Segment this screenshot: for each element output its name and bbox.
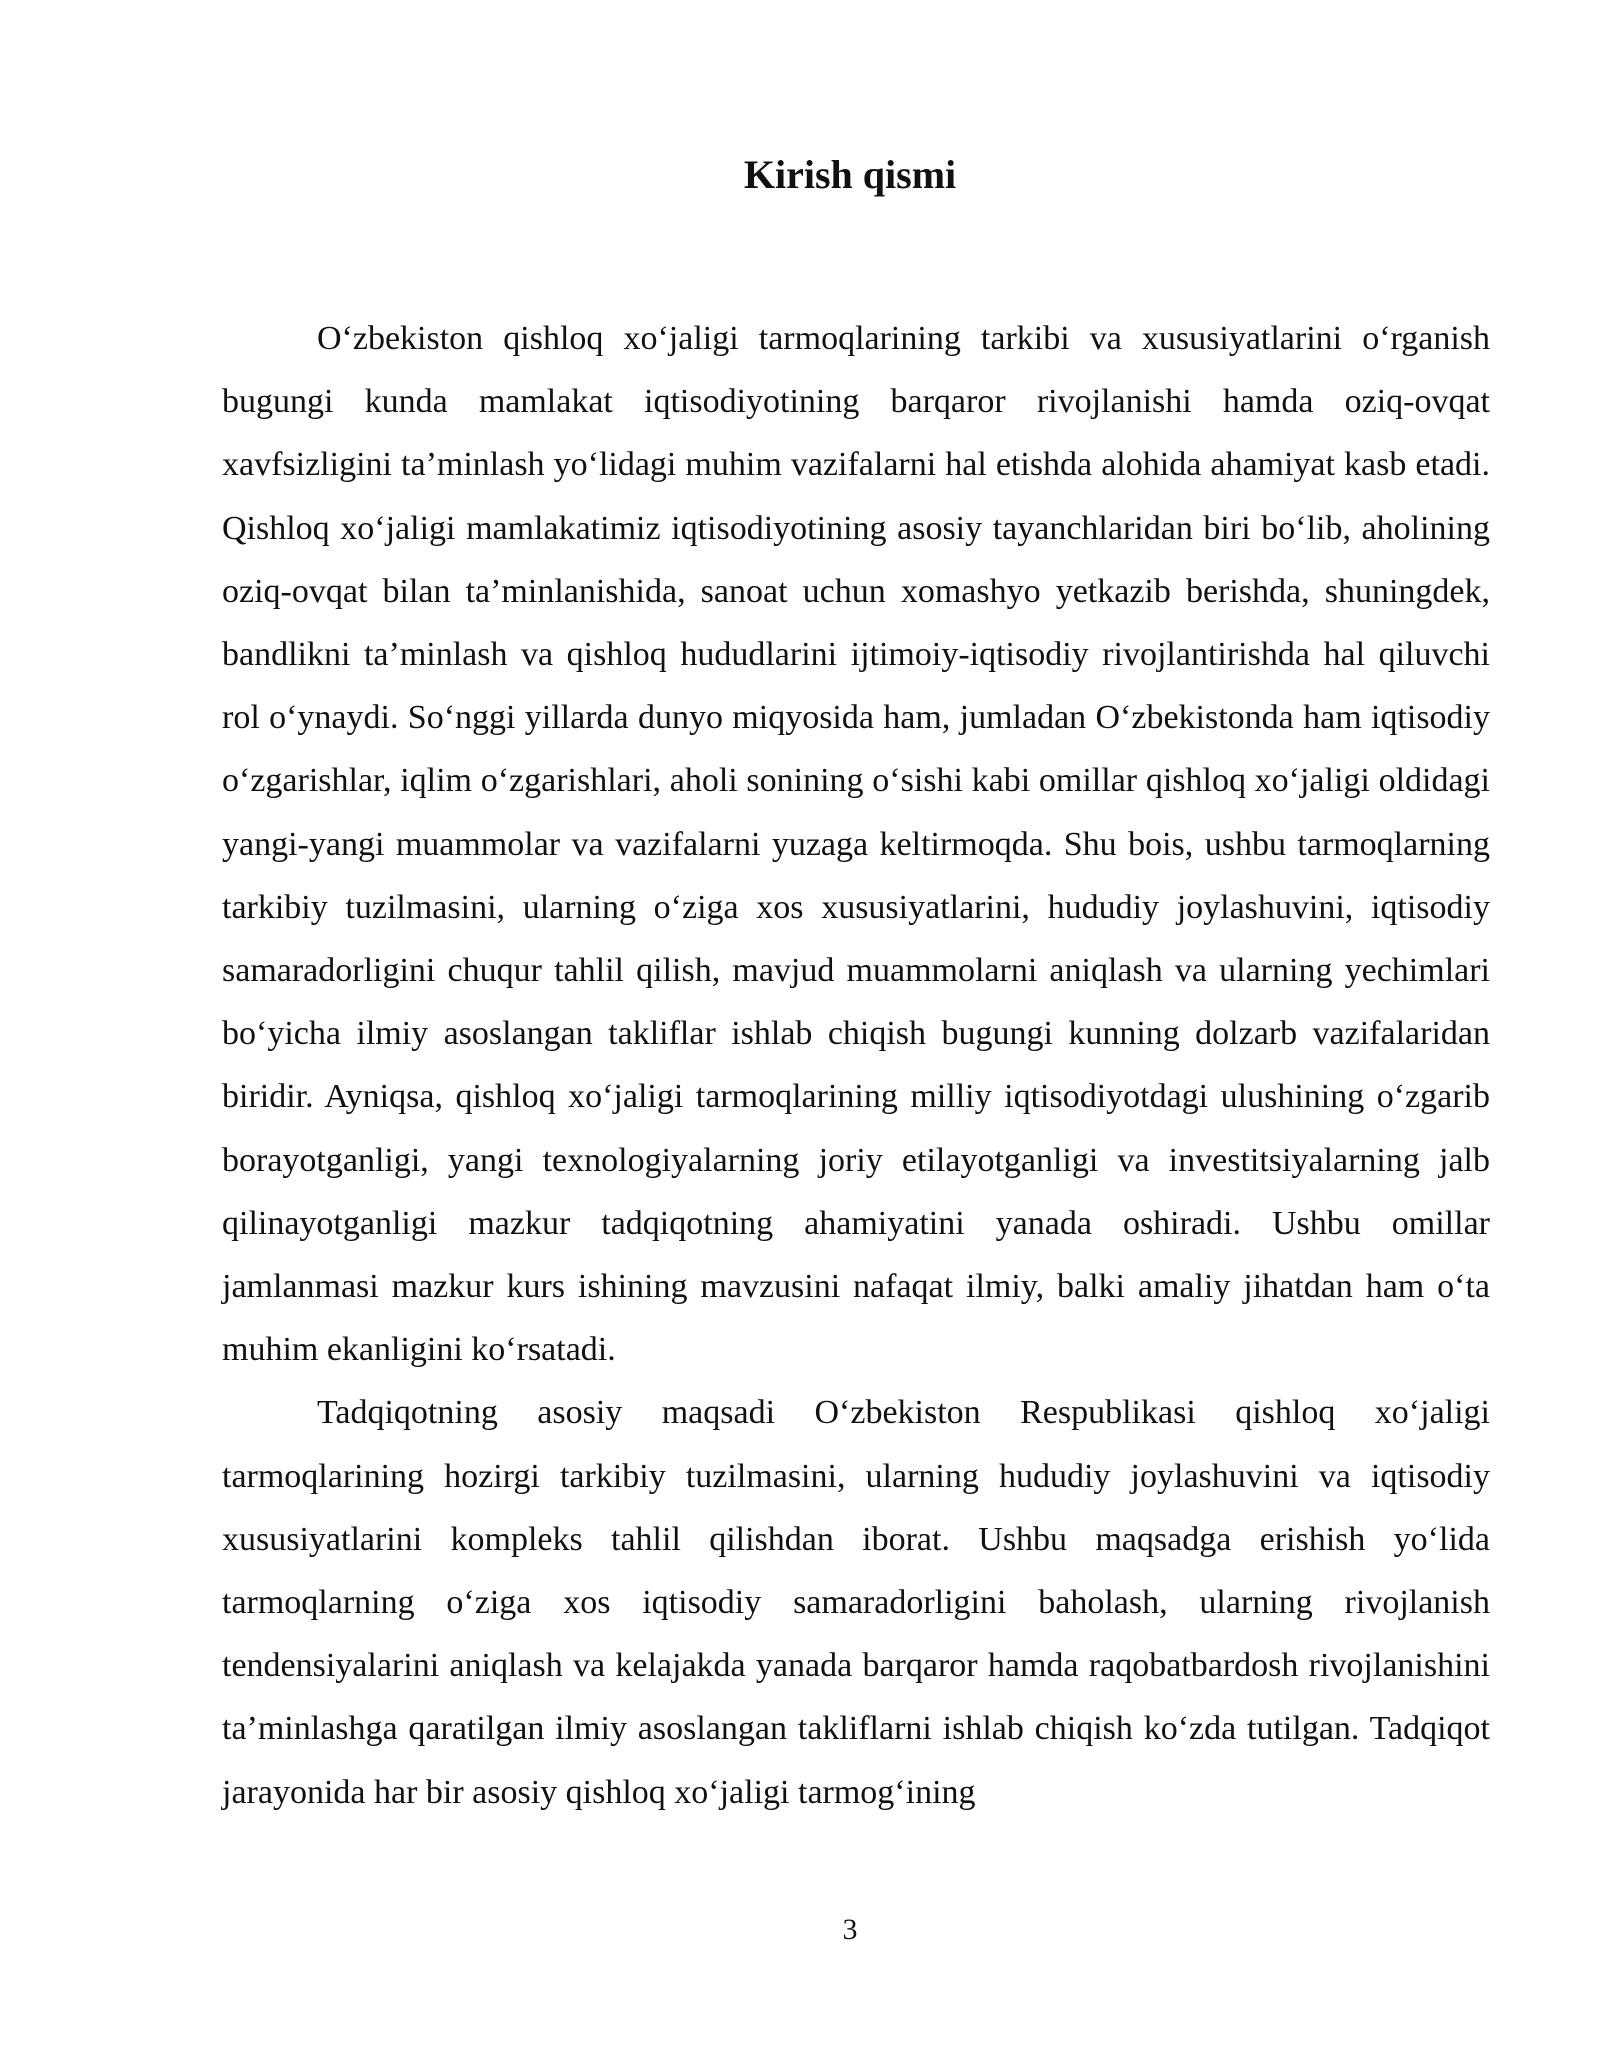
- body-text: [222, 307, 1490, 1824]
- page-number: 3: [842, 1913, 858, 1946]
- paragraph-1: O‘zbekiston qishloq xo‘jaligi tarmoqlarining tarkibi va xususiyatlarini o‘rganish bugungi kunda mamlakat iqtisodiyotining barqaror rivojlanishi hamda oziq-ovqat xavfsizligini ta’minlash yo‘lidagi muhim vazifalarni hal etishda alohida ahamiyat kasb etadi. Qishloq xo‘jaligi mamlakatimiz iqtisodiyotining asosiy tayanchlaridan biri bo‘lib, aholining oziq-ovqat bilan ta’minlanishida, sanoat uchun xomashyo yetkazib berishda, shuningdek, bandlikni ta’minlash va qishloq hududlarini ijtimoiy-iqtisodiy rivojlantirishda hal qiluvchi rol o‘ynaydi. So‘nggi yillarda dunyo miqyosida ham, jumladan O‘zbekistonda ham iqtisodiy o‘zgarishlar, iqlim o‘zgarishlari, aholi sonining o‘sishi kabi omillar qishloq xo‘jaligi oldidagi yangi-yangi muammolar va vazifalarni yuzaga keltirmoqda. Shu bois, ushbu tarmoqlarning tarkibiy tuzilmasini, ularning o‘ziga xos xususiyatlarini, hududiy joylashuvini, iqtisodiy samaradorligini chuqur tahlil qilish, mavjud muammolarni aniqlash va ularning yechimlari bo‘yicha ilmiy asoslangan takliflar ishlab chiqish bugungi kunning dolzarb vazifalaridan biridir. Ayniqsa, qishloq xo‘jaligi tarmoqlarining milliy iqtisodiyotdagi ulushining o‘zgarib borayotganligi, yangi texnologiyalarning joriy etilayotganligi va investitsiyalarning jalb qilinayotganligi mazkur tadqiqotning ahamiyatini yanada oshiradi. Ushbu omillar jamlanmasi mazkur kurs ishining mavzusini nafaqat ilmiy, balki amaliy jihatdan ham o‘ta muhim ekanligini ko‘rsatadi.: [222, 320, 1490, 1369]
- paragraph-2: Tadqiqotning asosiy maqsadi O‘zbekiston Respublikasi qishloq xo‘jaligi tarmoqlarining hozirgi tarkibiy tuzilmasini, ularning hududiy joylashuvini va iqtisodiy xususiyatlarini kompleks tahlil qilishdan iborat. Ushbu maqsadga erishish yo‘lida tarmoqlarning o‘ziga xos iqtisodiy samaradorligini baholash, ularning rivojlanish tendensiyalarini aniqlash va kelajakda yanada barqaror hamda raqobatbardosh rivojlanishini ta’minlashga qaratilgan ilmiy asoslangan takliflarni ishlab chiqish ko‘zda tutilgan. Tadqiqot jarayonida har bir asosiy qishloq xo‘jaligi tarmog‘ining: [222, 1394, 1490, 1811]
- page-title: Kirish qismi: [743, 152, 957, 197]
